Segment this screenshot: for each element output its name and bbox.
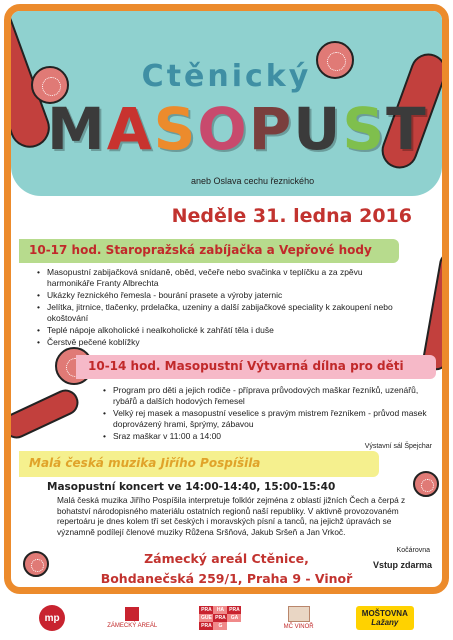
logo-zamecky-areal: ZÁMECKÝ AREÁL xyxy=(107,607,157,629)
sausage-decoration-left-mid xyxy=(4,385,83,442)
title-letter: M xyxy=(47,95,105,163)
list-item: • Čerstvě pečené koblížky xyxy=(37,337,407,348)
title-masopust xyxy=(47,97,426,161)
logo-praha: PRA HA PRA GUE PRA GA PRA G xyxy=(201,607,240,629)
title-letter: S xyxy=(342,95,385,163)
location-kocarovna: Kočárovna xyxy=(396,547,430,554)
venue-line2: Bohdanečská 259/1, Praha 9 - Vinoř xyxy=(100,571,353,586)
poster-frame xyxy=(4,4,449,594)
title-letter: U xyxy=(293,95,341,163)
banner-zabijacka: 10-17 hod. Staropražská zabíjačka a Vepřové hody xyxy=(19,239,399,263)
title-letter: T xyxy=(386,95,426,163)
logo-mostovna: MOŠTOVNA Lažany xyxy=(356,606,414,630)
list-item: • Jelítka, jitrnice, tlačenky, prdelačka, uzeniny a další zabijačkové speciality k zakoupení nebo okoštování xyxy=(37,302,407,324)
subtitle: aneb Oslava cechu řeznického xyxy=(191,176,315,186)
banner-dilna: 10-14 hod. Masopustní Výtvarná dílna pro děti xyxy=(76,355,436,379)
concert-time: Masopustní koncert ve 14:00-14:40, 15:00-15:40 xyxy=(47,481,336,493)
sponsor-logos xyxy=(0,598,453,638)
banner-muzika: Malá česká muzika Jiřího Pospíšila xyxy=(19,451,379,477)
title-letter: S xyxy=(153,95,196,163)
muzika-description: Malá česká muzika Jiřího Pospíšila interpretuje folklór zejména z oblastí jižních Čech a čerpá z bohatství národopisného materiálu ostatních regionů naší republiky. V aktivně provozovaném repertoáru je dnes kolem tří set českých i moravských písní a tanců, na jejichž úpravách se významně podílejí členové muziky Růžena Sršňová, Jakub Sršeň a Jan Vrkoč. xyxy=(57,495,406,537)
title-letter: P xyxy=(248,95,292,163)
list-dilna xyxy=(103,385,443,443)
sausage-decoration-right-mid xyxy=(421,250,449,373)
list-zabijacka xyxy=(37,267,407,349)
title-ctenicky: Ctěnický xyxy=(141,59,312,94)
logo-mp: mp xyxy=(39,605,65,631)
venue-line1: Zámecký areál Ctěnice, xyxy=(144,551,309,566)
list-item: • Velký rej masek a masopustní veselice s pravým mistrem řezníkem - průvod masek doprovázený hrami, šprýmy, zábavou xyxy=(103,408,443,430)
event-date: Neděle 31. ledna 2016 xyxy=(171,205,412,227)
list-item: • Masopustní zabijačková snídaně, oběd, večeře nebo svačinka v teplíčku a za zpěvu harmonikáře Franty Albrechta xyxy=(37,267,407,289)
list-item: • Program pro děti a jejich rodiče - příprava průvodových maškar řezníků, uzenářů, rybářů a dalších hodových řemesel xyxy=(103,385,443,407)
admission: Vstup zdarma xyxy=(372,560,432,570)
list-item: • Ukázky řeznického řemesla - bourání prasete a výroby jaternic xyxy=(37,290,407,301)
list-item: • Teplé nápoje alkoholické i nealkoholické k zahřátí těla i duše xyxy=(37,325,407,336)
title-letter: O xyxy=(197,95,247,163)
header-band xyxy=(11,11,442,196)
list-item: • Sraz maškar v 11:00 a 14:00 xyxy=(103,431,443,442)
location-spejchar: Výstavní sál Špejchar xyxy=(364,443,432,450)
logo-vinor: MČ VINOŘ xyxy=(284,606,314,630)
sausage-slice-icon xyxy=(413,471,439,497)
title-letter: A xyxy=(106,95,152,163)
